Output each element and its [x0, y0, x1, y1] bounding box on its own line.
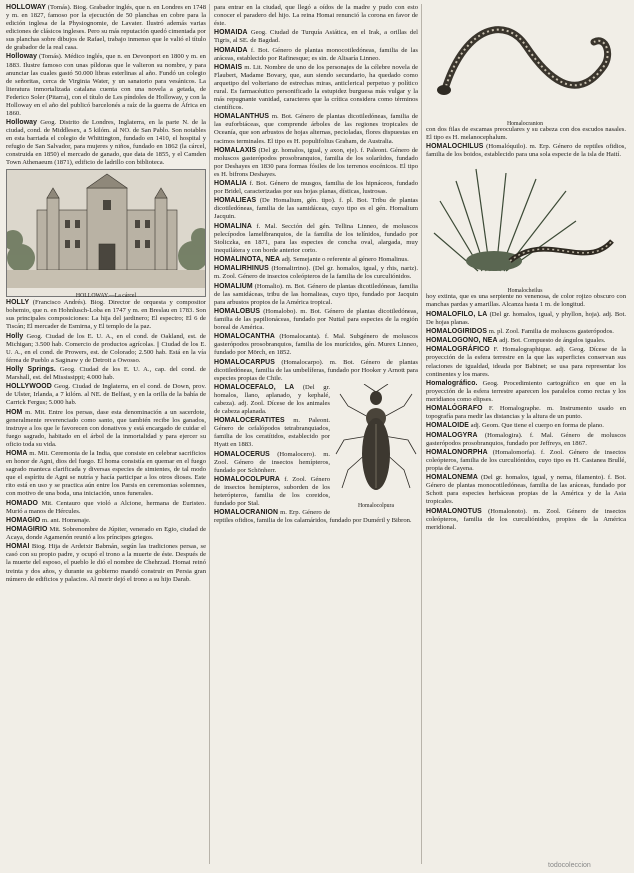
- headword: HOLLOWAY: [6, 4, 46, 11]
- definition: (Homalocero). m. Zool. Género de insectos hemípteros, fundado por Schönherr.: [214, 450, 330, 474]
- column-divider: [421, 4, 422, 864]
- entry: [6, 500, 206, 516]
- headword: HOMALOCARPUS: [214, 358, 275, 366]
- entry: [6, 383, 206, 407]
- entry: [214, 64, 418, 112]
- entry: [214, 359, 418, 383]
- entry: [214, 47, 418, 63]
- entry: [426, 143, 626, 159]
- entry: [214, 180, 418, 196]
- entry: [214, 308, 418, 332]
- watermark: todocoleccion: [548, 862, 591, 869]
- entry: [6, 517, 206, 525]
- definition: Mit. Sobrenombre de Júpiter, venerado en Egio, ciudad de Acaya, donde Agamenón reunió a los príncipes griegos.: [6, 526, 206, 542]
- snake-illustration: [426, 6, 624, 128]
- headword: HOMAGIRIO: [6, 526, 48, 534]
- definition: m. Paleont. Género de cefalópodos tetrabranquiados, familia de los ceratítidos, establecido por Hyatt en 1883.: [214, 417, 330, 449]
- entry: [214, 283, 418, 307]
- definition: (Tomás). Médico inglés, que n. en Devonport en 1800 y m. en 1883. Ilustre famoso con unas píldoras que le valieron su nombre, y para anunciar las cuales gastó 50.000 libras esterlinas al año. Fundó un colegio de señoritas, cerca de Virginia Water, y un sanatorio para vesánicos. La literatura inmortalizada catalana cuenta con una novela a getada, de Federico Soler (Pitarra), con el título de Les píndoles de Holloway, y con la Holloway en el año del publicó barcelonés a raíz de la guerra de África en 1860.: [6, 53, 206, 117]
- entry: [214, 29, 418, 45]
- entry: [214, 509, 418, 525]
- entry: [426, 337, 626, 345]
- headword: HOMALOCHILUS: [426, 143, 484, 151]
- headword: HOMALOBUS: [214, 307, 261, 315]
- headword: Holly: [6, 332, 24, 340]
- definition: Geog. Procedimiento cartográfico en que en la proyección de la esfera terrestre aparecen los paralelos como rectas y los meridianos como elipses.: [426, 379, 626, 403]
- headword: HOMALAXIS: [214, 146, 257, 154]
- definition: Geog. Ciudad de los E. U. A., cap. del cond. de Marshall, est. del Mississippi; 4.000 hab.: [6, 366, 206, 382]
- entry: [6, 366, 206, 382]
- definition: Biog. Hija de Ardeixir Babmán, según las tradiciones persas, se casó con su propio padre, y ocupó el trono a la muerte de éste. Después de la muerte del esposo, el pueblo le dió el nombre de Chehrzad. Homai reinó treinta y dos años, y durante su gobierno mandó construir en Persia gran número de edificios y palacios. Al morir dejó el trono a su hijo Darab.: [6, 543, 206, 583]
- headword: HOM: [6, 408, 23, 416]
- insect-illustration: [334, 384, 418, 508]
- definition: m. Mit. Entre los persas, dase esta denominación a un sacerdote, generalmente reverenciado como santo, que también recibe los ganados, instruye a los que le favorecen con donativos y está encargado de cuidar el fuego sagrado, habitado en el árbol de la inmortalidad y para ejercer su oficio toda su vida.: [6, 408, 206, 448]
- definition: Geog. Ciudad de Turquía Asiática, en el Irak, a orillas del Tigris, al SE. de Bagdad.: [214, 29, 418, 45]
- entry: [214, 256, 418, 264]
- figure-caption: Homalocheilus: [507, 288, 543, 295]
- definition: (Homalio). m. Bot. Género de plantas dicotiledóneas, familia de las samidáceas, tribu de las homalieas, cuyo tipo, fundado por Jacquin para arbustos propios de la América tropical.: [214, 282, 418, 306]
- entry: [426, 449, 626, 473]
- definition: (Homalóquilo). m. Erp. Género de reptiles ofidios, familia de los boidos, establecido para una sola especie de la isla de Haití.: [426, 143, 626, 159]
- figure-caption: HOLLOWAY.—La cárcel: [75, 293, 137, 300]
- headword: HOMALÓGRAFO: [426, 405, 483, 413]
- headword: HOMALOGIRIDOS: [426, 327, 488, 335]
- entry: [214, 223, 418, 255]
- definition: (Homalogira). f. Mal. Género de moluscos gasterópodos prosobranquios, fundado por Jeffreys, en 1867.: [426, 431, 626, 447]
- entry: [214, 113, 418, 145]
- definition: con dos filas de escamas preoculares y su cabeza con dos escudos nasales. El tipo es H. melanocephalum.: [426, 126, 626, 142]
- definition: (Tomás). Biog. Grabador inglés, que n. en Londres en 1748 y m. en 1827, famoso por la ejecución de 50 planchas en cobre para la edición inglesa de la Physiognomie, de Lavater. Ilustró además varias ediciones de clásicos ingleses. Pero su más reputación quedó cimentada por sus planchas sobre dibujos de Rafael, trabajo inmenso que le valió el título de grabador de la real casa.: [6, 4, 206, 52]
- headword: HOMAIS: [214, 63, 243, 71]
- definition: Geog. Ciudad de los E. U. A., en el cond. de Oakland, est. de Michigan; 3.500 hab. Comercio de productos agrícolas. || Ciudad de los E. U. A., en el cond. de Prowers, est. de Colorado; 2.500 hab. Está en la vía férrea de Pueblo a Saginaw y de Detroit a Owosso.: [6, 332, 206, 364]
- headword: HOMALONORPHA: [426, 448, 488, 456]
- entry: [426, 126, 626, 142]
- headword: HOMALOCERATITES: [214, 417, 285, 425]
- definition: adj. Geom. Que tiene el cuerpo en forma de plano.: [470, 422, 604, 430]
- definition: (Homalomorfa). f. Zool. Género de insectos coleópteros, familia de los curculiónidos, cuyo tipo es H. Castanea Brullé, propia de Cayena.: [426, 448, 626, 472]
- headword: HOMALIRHINUS: [214, 265, 269, 273]
- headword: HOMALOIDE: [426, 422, 470, 430]
- headword: HOLLYWOOD: [6, 383, 52, 391]
- headword: HOMALIUM: [214, 282, 253, 290]
- entry: [6, 4, 206, 52]
- definition: Mit. Centauro que violó a Alcione, hermana de Euristeo. Murió a manos de Hércules.: [6, 499, 206, 515]
- definition: hoy extinta, que es una serpiente no venenosa, de color rojizo obscuro con manchas pardas y amarillas. Alcanza hasta 1 m. de longitud.: [426, 293, 626, 309]
- headword: HOMALOGYRA: [426, 431, 478, 439]
- entry: [214, 333, 418, 357]
- headword: HOMALIA: [214, 180, 247, 188]
- headword: HOMAIDA: [214, 46, 248, 54]
- definition: (Homalonoto). m. Zool. Género de insectos coleópteros, familia de los curculiónidos, propios de la América meridional.: [426, 507, 626, 531]
- headword: HOMADO: [6, 499, 38, 507]
- definition: m. Mit. Ceremonia de la India, que consiste en celebrar sacrificios en honor de Agni, dios del fuego. El homa consistía en quemar en el fuego sagrado manteca clarificada y diversas especies de simientes, de tal modo que el espíritu de Agni se nutría y hacía participar a los otros dioses. Este rito está en uso y se practica aún entre los Parsis en ceremonias solemnes, con motivo de una boda, una iniciación, unos funerales.: [6, 450, 206, 498]
- entry: [214, 265, 418, 281]
- entry: [426, 432, 626, 448]
- definition: F. Homalographe. m. Instrumento usado en topografía para medir las distancias y la altura de un punto.: [426, 405, 626, 421]
- entry: [214, 197, 418, 221]
- definition: (Del gr. homalos, igual, y phyllon, hoja). adj. Bot. De hojas planas.: [426, 310, 626, 326]
- snake-engraving: [426, 6, 624, 116]
- definition: m. pl. Zool. Familia de moluscos gasterópodos.: [488, 327, 614, 335]
- column-2: [214, 4, 418, 868]
- plant-snake-illustration: [426, 161, 624, 295]
- headword: Holloway: [6, 53, 38, 61]
- entry: [426, 508, 626, 532]
- entry: [214, 147, 418, 179]
- headword: HOMALINA: [214, 222, 252, 230]
- definition: (Homalobo). m. Bot. Género de plantas dicotiledóneas, familia de las papilionáceas, fundado por Nuttal para especies de la región boreal de América.: [214, 307, 418, 332]
- definition: adj. Bot. Compuesto de ángulos iguales.: [499, 337, 606, 345]
- definition: f. Bot. Género de musgos, familia de los hipnáceos, fundado por Bridel, caracterizadas por sus hojas planas, dísticas, lustrosas.: [214, 180, 418, 196]
- headword: HOMALOGRÁFICO: [426, 346, 490, 354]
- definition: m. Bot. Género de plantas dicotiledóneas, familia de las euforbiáceas, que comprende árboles de las regiones tropicales de Oceanía, que son arbustos de hojas alternas, pecioladas, flores dispuestas en racimos terminales. El tipo es H. populifolius Graham, de Australia.: [214, 113, 418, 145]
- entry: [6, 119, 206, 167]
- definition: (Homalocarpo). m. Bot. Género de plantas dicotiledóneas, familia de las umbelíferas, fundado por Hooker y Arnott para especies propias de Chile.: [214, 358, 418, 382]
- figure-caption: Homalocranion: [506, 121, 544, 128]
- definition: (Homalocanta). f. Mal. Subgénero de moluscos gasterópodos prosobranquios, familia de los murícidos, gén. Murex Linneo, fundado por Mörch, en 1852.: [214, 333, 418, 357]
- definition: (De Homalium, gén. tipo). f. pl. Bot. Tribu de plantas dicotiledóneas, familia de las samidáceas, cuyo tipo es el gén. Homalium Jacquin.: [214, 197, 418, 221]
- headword: HOMALOCANTHA: [214, 333, 275, 341]
- entry: [6, 543, 206, 583]
- headword: HOMAIDA: [214, 29, 248, 37]
- entry: [426, 422, 626, 430]
- definition: m. Erp. Género de reptiles ofidios, familia de los calamáridos, fundado por Duméril y Bibron.: [214, 509, 412, 525]
- definition: f. Mal. Sección del gén. Tellina Linneo, de moluscos pelecípodos lamelibranquios, de la familia de los telínidos, fundado por Stoliczka, en 1871, para las especies de concha oval, alargada, muy inequilátera y con borde anterior corto.: [214, 222, 418, 254]
- entry: [426, 405, 626, 421]
- entry: [426, 311, 626, 327]
- definition: f. Zool. Género de insectos hemípteros, suborden de los heterópteros, familia de los coreidos, fundado por Stal.: [214, 476, 330, 508]
- definition: (Del gr. homalos, igual, y axon, eje). f. Paleont. Género de moluscos gasterópodos prosobranquios, familia de los solaríidos, fundado por Deshayes en 1830 para formas fósiles de los terrenos eocénicos. El tipo es H. bifrons Deshayes.: [214, 146, 418, 178]
- definition: (Homalirrino). (Del gr. homalos, igual, y rhis, nariz). m. Zool. Género de insectos coleópteros de la familia de los curculiónidos.: [214, 265, 418, 281]
- definition: F. Homalographique. adj. Geog. Dícese de la proyección de la esfera terrestre en la que las superficies conservan sus relaciones de igualdad, ideada por Babinet; se usa para representar los continentes y los mares.: [426, 346, 626, 378]
- headword: Holloway: [6, 119, 38, 127]
- figure-caption: Homalocolpura: [357, 502, 395, 509]
- entry: [6, 333, 206, 365]
- prison-illustration: [6, 169, 206, 300]
- entry: [6, 53, 206, 117]
- column-divider: [209, 4, 210, 864]
- entry: [6, 409, 206, 449]
- entry: [426, 380, 626, 404]
- headword: HOMALOCEFALO, LA: [214, 383, 295, 391]
- headword: HOMALOFILO, LA: [426, 310, 488, 318]
- headword: HOMALOCOLPURA: [214, 476, 280, 483]
- headword: HOMALOCRANION: [214, 509, 279, 517]
- entry: [426, 293, 626, 309]
- headword: HOMALOCERUS: [214, 450, 270, 458]
- headword: HOMALANTHUS: [214, 113, 270, 121]
- column-1: [6, 4, 206, 868]
- headword: HOMAI: [6, 543, 30, 551]
- entry: [6, 450, 206, 498]
- headword: HOMALONOTUS: [426, 507, 482, 515]
- headword: HOLLY: [6, 299, 30, 307]
- entry: [426, 328, 626, 336]
- headword: HOMAGIO: [6, 516, 41, 524]
- headword: HOMALOGONO, NEA: [426, 337, 498, 345]
- headword: HOMALIEAS: [214, 197, 257, 205]
- column-3: [426, 4, 626, 868]
- entry: [426, 474, 626, 506]
- prison-engraving: [7, 170, 205, 288]
- entry: [214, 4, 418, 28]
- entry: [6, 526, 206, 542]
- plant-engraving: [426, 161, 624, 283]
- headword: Holly Springs.: [6, 366, 56, 374]
- entry: [6, 299, 206, 331]
- headword: Homalográfico.: [426, 379, 478, 387]
- definition: (Del gr. homalos, igual, y nema, filamento). f. Bot. Género de plantas monocotiledóneas, familia de las aráceas, fundado por Schott para especies herbáceas propias de la América y de la Asia tropicales.: [426, 474, 626, 506]
- definition: para entrar en la ciudad, que llegó a oídos de la madre y pudo con esto conocer el paradero del hijo. La reina Homai renunció la corona en favor de éste.: [214, 4, 418, 28]
- headword: HOMA: [6, 450, 28, 458]
- definition: Geog. Ciudad de Inglaterra, en el cond. de Down, prov. de Ulster, Irlanda, a 7 kilóm. al NE. de Belfast, y en la orilla de la bahía de Carrick Fergus; 5.000 hab.: [6, 383, 206, 407]
- definition: f. Bot. Género de plantas monocotiledóneas, familia de las aráceas, establecido por Rafinesque; es sin. de Alisaría Linneo.: [214, 46, 418, 62]
- definition: adj. Semejante o referente al género Homalinus.: [281, 256, 409, 264]
- headword: HOMALINOTA, NEA: [214, 256, 281, 264]
- definition: (Del gr. homalos, llano, aplanado, y kephalé, cabeza). adj. Zool. Dícese de los animales de cabeza aplanada.: [214, 383, 330, 416]
- insect-engraving: [334, 384, 418, 498]
- definition: (Francisco Andrés). Biog. Director de orquesta y compositor bohemio, que n. en Hohnlusch-Loba en 1747 y m. en Breslau en 1783. Son sus principales composiciones: La hija del jardinero; El espectro; El 6 de Tiscán; El mercader de Esmirna, y El templo de la paz.: [6, 299, 206, 331]
- headword: HOMALONEMA: [426, 474, 478, 482]
- definition: m. ant. Homenaje.: [42, 516, 91, 524]
- definition: m. Lit. Nombre de uno de los personajes de la célebre novela de Flaubert, Madame Bovary, que, aun siendo secundario, ha quedado como arquetipo del volteriano de estrechas miras, anticlerical perpetuo y político rural. Es farmacéutico personificado la estupidez burguesa más vulgar y la más repugnante vanidad, caracteres que la crítica considera como términos científicos.: [214, 63, 418, 112]
- definition: Geog. Distrito de Londres, Inglaterra, en la parte N. de la ciudad, cond. de Middlesex, a 5 kilóm. al NO. de San Pablo. Son notables en esta barriada el colegio de Whittington, fundado en 1410, el hospital y refugio de San Salvador, para mujeres y niños, fundado en 1862 (la cárcel, construida en 1850) el mercado de ganado, que data de 1855, y el Camden Town Athenaeum (1871), edificio de ladrillo con biblioteca.: [6, 119, 206, 167]
- entry: [426, 346, 626, 378]
